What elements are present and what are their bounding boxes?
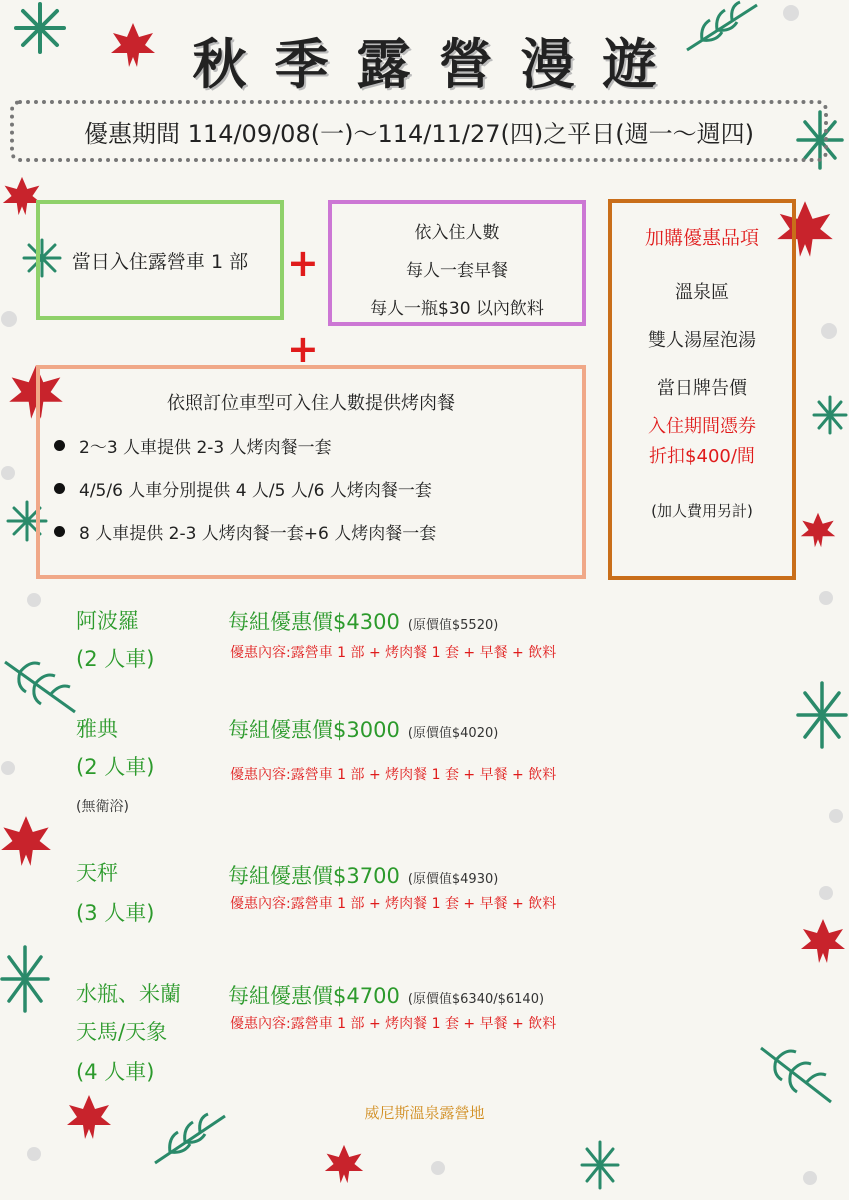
dot-icon — [782, 4, 800, 22]
bbq-bullet — [54, 519, 582, 544]
bullet-dot-icon — [54, 483, 65, 494]
package-name: 雅典 — [76, 717, 118, 741]
snowflake-icon — [812, 395, 848, 435]
addon-line: 雙人湯屋泡湯 — [648, 330, 756, 351]
breakfast-line: 每人一套早餐 — [406, 261, 508, 281]
package-content: 優惠內容:露營車 1 部 + 烤肉餐 1 套 + 早餐 + 飲料 — [230, 767, 557, 783]
bbq-heading: 依照訂位車型可入住人數提供烤肉餐 — [167, 393, 455, 414]
package-price-row — [228, 980, 544, 1010]
dot-icon — [820, 322, 838, 340]
addon-discount: 入住期間憑券 — [648, 416, 756, 437]
maple-leaf-icon — [800, 512, 836, 548]
package-price: 每組優惠價$4700 — [228, 984, 400, 1008]
page-title: 秋季露營漫遊 — [192, 33, 685, 96]
dot-icon — [818, 590, 834, 606]
plus-sign: + — [287, 241, 319, 285]
package-capacity: (3 人車) — [76, 901, 155, 925]
package-price-row — [228, 714, 498, 744]
package-capacity: (2 人車) — [76, 647, 155, 671]
breakfast-box — [328, 200, 586, 326]
package-name: 水瓶、米蘭 — [76, 982, 181, 1006]
dot-icon — [802, 1170, 818, 1186]
package-price: 每組優惠價$3700 — [228, 864, 400, 888]
package-name: 阿波羅 — [76, 609, 139, 633]
bbq-bullet-text: 8 人車提供 2-3 人烤肉餐一套+6 人烤肉餐一套 — [79, 524, 437, 544]
camper-text: 當日入住露營車 1 部 — [71, 250, 249, 273]
leaf-branch-icon — [756, 1040, 836, 1110]
plus-sign: + — [287, 327, 319, 371]
snowflake-icon — [580, 1140, 620, 1190]
bullet-dot-icon — [54, 526, 65, 537]
dot-icon — [26, 1146, 42, 1162]
bbq-box — [36, 365, 586, 579]
leaf-branch-icon — [0, 652, 80, 722]
bbq-bullet-text: 2～3 人車提供 2-3 人烤肉餐一套 — [79, 438, 332, 458]
package-content: 優惠內容:露營車 1 部 + 烤肉餐 1 套 + 早餐 + 飲料 — [230, 1016, 557, 1032]
package-price-row — [228, 860, 498, 890]
bbq-bullet — [54, 476, 582, 501]
package-content: 優惠內容:露營車 1 部 + 烤肉餐 1 套 + 早餐 + 飲料 — [230, 896, 557, 912]
package-original-price: (原價值$4020) — [407, 726, 499, 741]
dot-icon — [0, 465, 16, 481]
campground-name: 威尼斯溫泉露營地 — [364, 1104, 485, 1122]
package-capacity: (4 人車) — [76, 1060, 155, 1084]
addon-line: 當日牌告價 — [657, 378, 747, 399]
package-original-price: (原價值$5520) — [407, 618, 499, 633]
promo-period — [10, 100, 828, 162]
package-price: 每組優惠價$3000 — [228, 718, 400, 742]
package-original-price: (原價值$4930) — [407, 872, 499, 887]
package-name: 天秤 — [76, 861, 118, 885]
package-name: 天馬/天象 — [76, 1020, 168, 1044]
dot-icon — [0, 310, 18, 328]
addon-box — [608, 199, 796, 580]
addon-title: 加購優惠品項 — [644, 227, 759, 249]
addon-line: 溫泉區 — [675, 282, 729, 303]
package-content: 優惠內容:露營車 1 部 + 烤肉餐 1 套 + 早餐 + 飲料 — [230, 645, 557, 661]
dot-icon — [26, 592, 42, 608]
maple-leaf-icon — [0, 815, 52, 867]
promo-period-text: 優惠期間 114/09/08(一)～114/11/27(四)之平日(週一～週四) — [84, 119, 754, 148]
bbq-bullet — [54, 433, 582, 458]
dot-icon — [828, 808, 844, 824]
package-note: (無衛浴) — [76, 799, 129, 815]
package-price-row — [228, 606, 498, 636]
bbq-bullet-text: 4/5/6 人車分別提供 4 人/5 人/6 人烤肉餐一套 — [79, 481, 432, 501]
snowflake-icon — [796, 680, 848, 750]
camper-box — [36, 200, 284, 320]
maple-leaf-icon — [800, 918, 846, 964]
package-capacity: (2 人車) — [76, 755, 155, 779]
snowflake-icon — [0, 945, 50, 1013]
package-price: 每組優惠價$4300 — [228, 610, 400, 634]
breakfast-line: 每人一瓶$30 以內飲料 — [370, 299, 544, 319]
addon-discount: 折扣$400/間 — [649, 446, 755, 467]
maple-leaf-icon — [324, 1144, 364, 1184]
breakfast-line: 依入住人數 — [414, 223, 500, 243]
bullet-dot-icon — [54, 440, 65, 451]
dot-icon — [0, 760, 16, 776]
dot-icon — [818, 885, 834, 901]
dot-icon — [430, 1160, 446, 1176]
package-original-price: (原價值$6340/$6140) — [407, 992, 545, 1007]
addon-note: (加人費用另計) — [651, 502, 753, 520]
